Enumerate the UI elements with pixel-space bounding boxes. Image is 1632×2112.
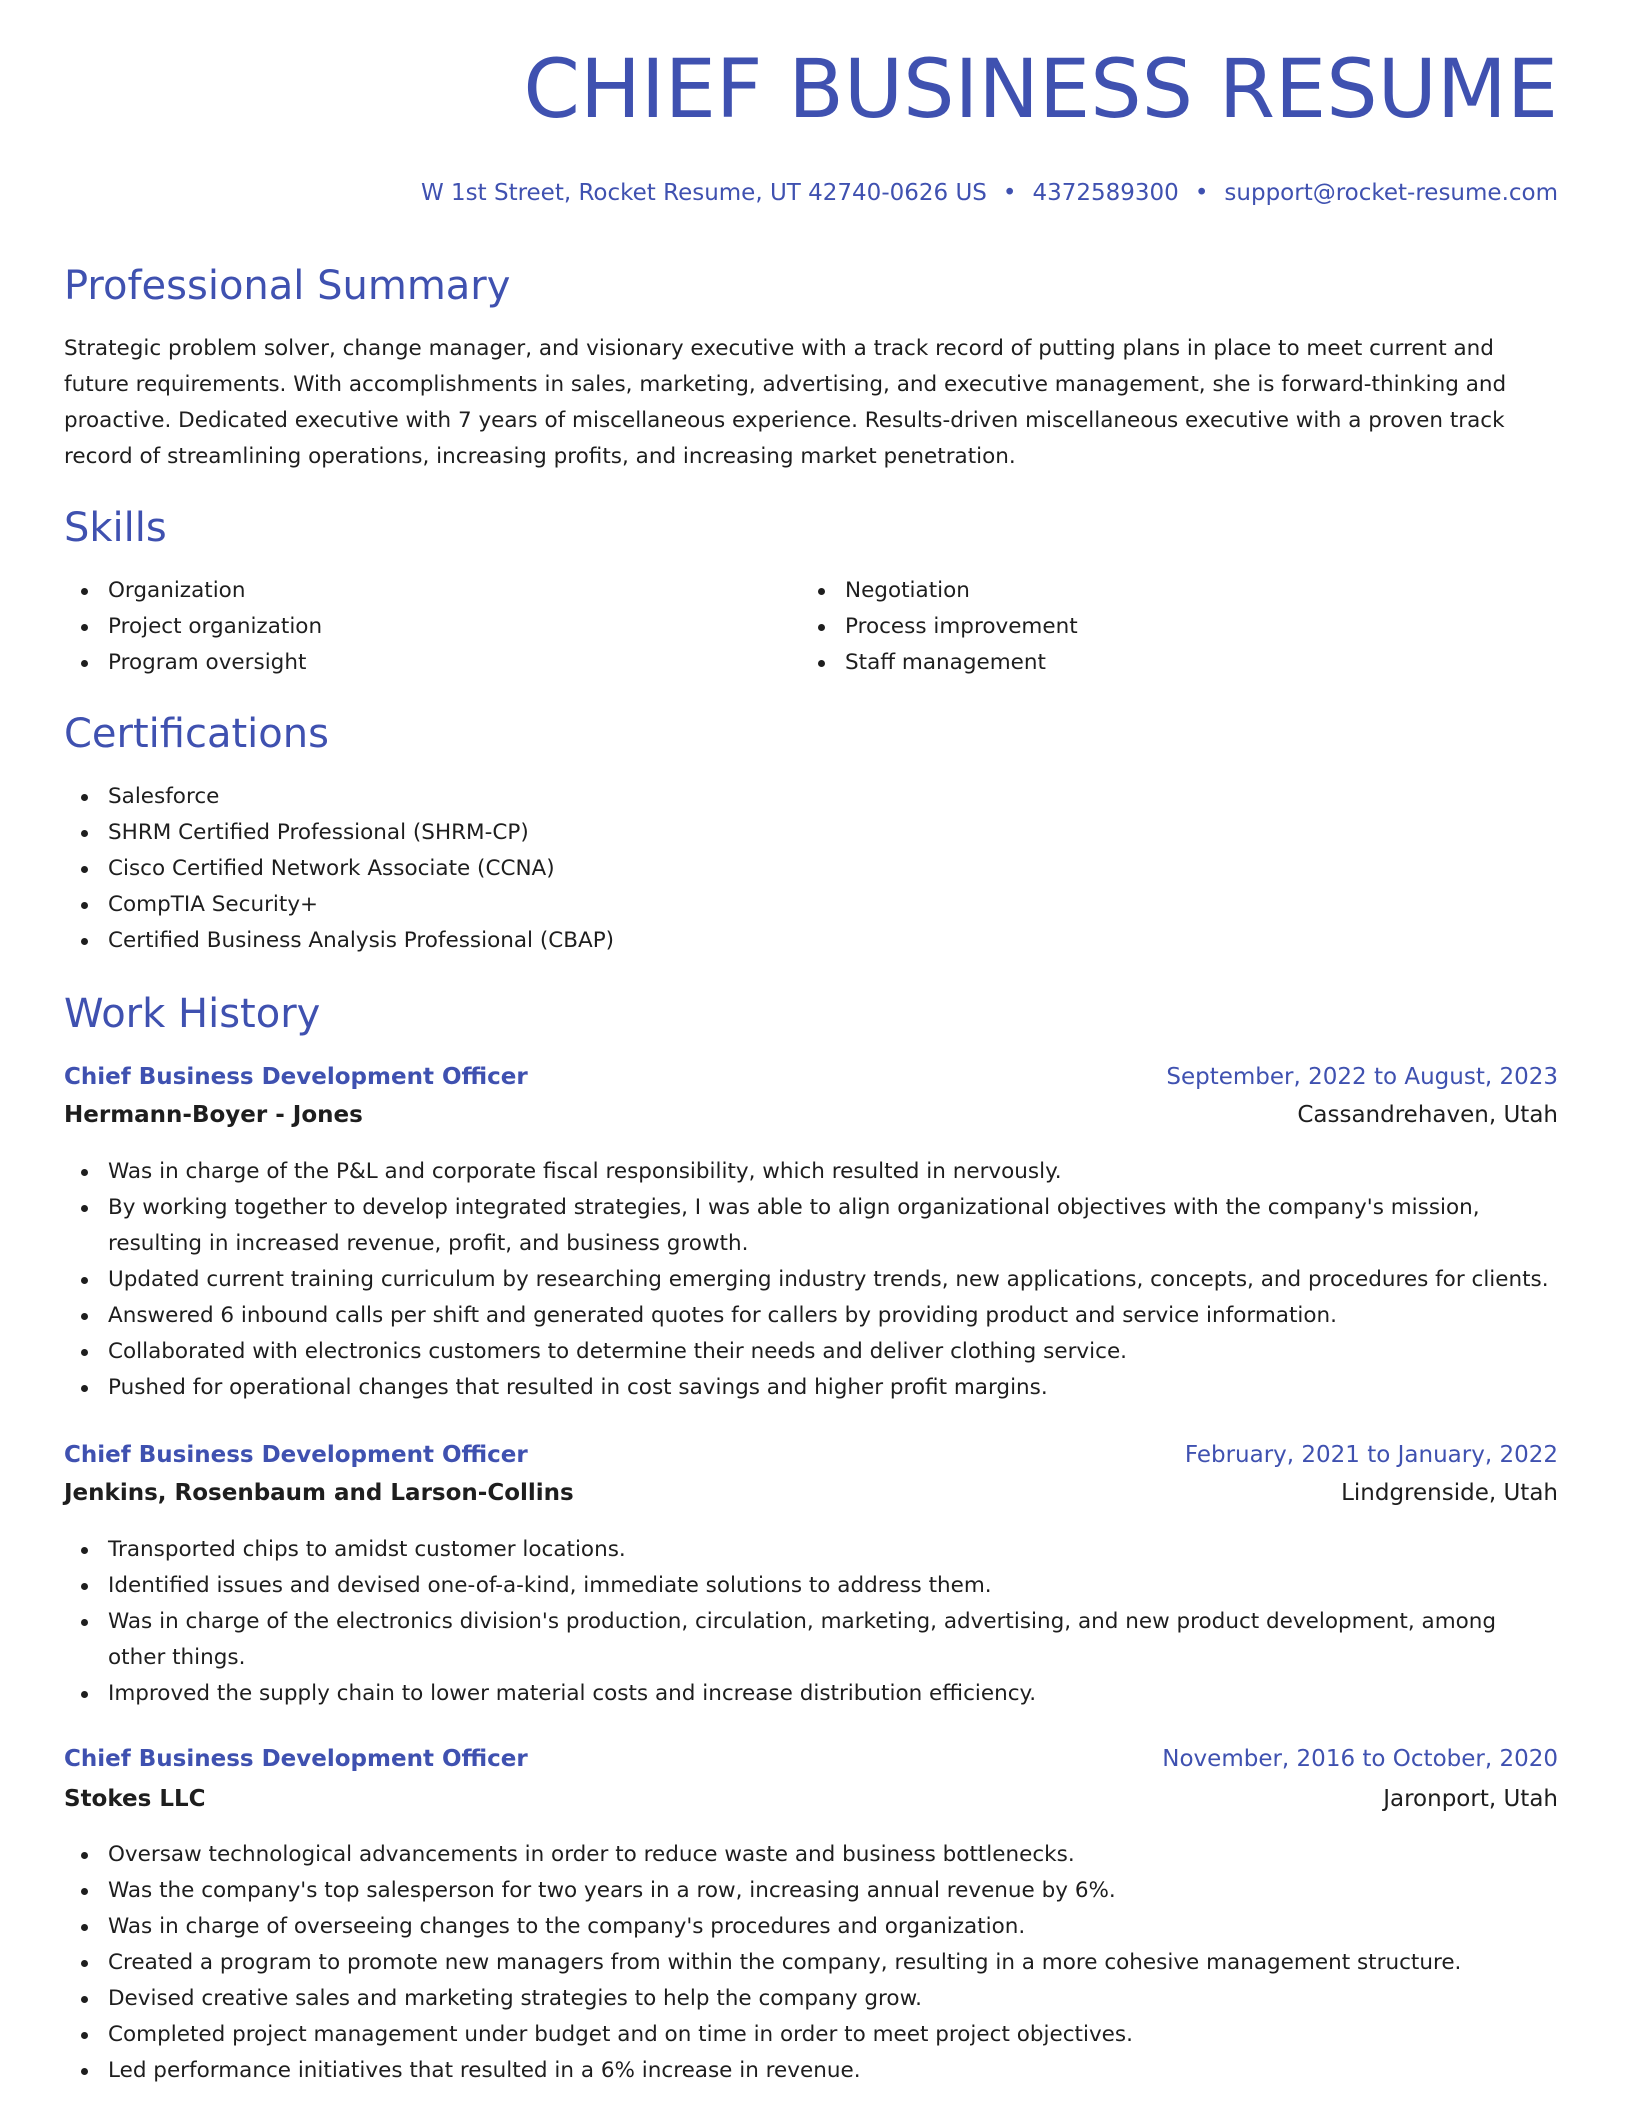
- list-item: Collaborated with electronics customers to determine their needs and deliver clothing service.: [64, 1334, 1558, 1370]
- list-item: Oversaw technological advancements in order to reduce waste and business bottlenecks.: [64, 1837, 1558, 1873]
- list-item: Answered 6 inbound calls per shift and generated quotes for callers by providing product and service information.: [64, 1298, 1558, 1334]
- contact-address: W 1st Street, Rocket Resume, UT 42740-0626 US: [420, 180, 987, 206]
- list-item: Was in charge of the electronics division's production, circulation, marketing, advertising, and new product development, among other things.: [64, 1604, 1558, 1676]
- list-item: CompTIA Security+: [64, 887, 1558, 923]
- list-item: Program oversight: [64, 645, 764, 681]
- job-company: Jenkins, Rosenbaum and Larson-Collins: [64, 1480, 574, 1506]
- contact-line: [421, 180, 1558, 206]
- list-item: Process improvement: [801, 609, 1501, 645]
- job-location: Cassandrehaven, Utah: [1297, 1102, 1558, 1128]
- list-item: Improved the supply chain to lower material costs and increase distribution efficiency.: [64, 1676, 1558, 1712]
- list-item: Completed project management under budget and on time in order to meet project objectives.: [64, 2017, 1558, 2053]
- list-item: By working together to develop integrated strategies, I was able to align organizational objectives with the company's mission, resulting in increased revenue, profit, and business growth.: [64, 1190, 1558, 1262]
- list-item: Transported chips to amidst customer locations.: [64, 1532, 1558, 1568]
- job-dates: February, 2021 to January, 2022: [1184, 1442, 1558, 1468]
- skills-list-right: [801, 573, 1501, 681]
- list-item: Salesforce: [64, 779, 1558, 815]
- job-company: Hermann-Boyer - Jones: [64, 1102, 363, 1128]
- list-item: Was in charge of the P&L and corporate fiscal responsibility, which resulted in nervously.: [64, 1154, 1558, 1190]
- job-title: Chief Business Development Officer: [64, 1746, 528, 1772]
- job-bullets: [64, 1837, 1558, 2089]
- list-item: SHRM Certified Professional (SHRM-CP): [64, 815, 1558, 851]
- list-item: Created a program to promote new managers from within the company, resulting in a more cohesive management structure.: [64, 1945, 1558, 1981]
- contact-separator: •: [1194, 180, 1209, 206]
- summary-text: Strategic problem solver, change manager, and visionary executive with a track record of putting plans in place to meet current and future requirements. With accomplishments in sales, marketing, advertising, and executive management, she is forward-thinking and proactive. Dedicated executive with 7 years of miscellaneous experience. Results-driven miscellaneous executive with a proven track record of streamlining operations, increasing profits, and increasing market penetration.: [64, 336, 1507, 469]
- list-item: Was the company's top salesperson for two years in a row, increasing annual revenue by 6%.: [64, 1873, 1558, 1909]
- resume-title: CHIEF BUSINESS RESUME: [523, 43, 1558, 137]
- list-item: Cisco Certified Network Associate (CCNA): [64, 851, 1558, 887]
- list-item: Negotiation: [801, 573, 1501, 609]
- job-bullets: [64, 1154, 1558, 1406]
- section-heading-certifications: Certifications: [64, 711, 329, 757]
- contact-separator: •: [1002, 180, 1017, 206]
- job-location: Jaronport, Utah: [1383, 1786, 1558, 1812]
- list-item: Updated current training curriculum by researching emerging industry trends, new applications, concepts, and procedures for clients.: [64, 1262, 1558, 1298]
- section-heading-summary: Professional Summary: [64, 263, 511, 309]
- contact-phone: 4372589300: [1032, 180, 1179, 206]
- list-item: Devised creative sales and marketing strategies to help the company grow.: [64, 1981, 1558, 2017]
- job-dates: November, 2016 to October, 2020: [1162, 1746, 1558, 1772]
- certifications-list: [64, 779, 1558, 959]
- job-location: Lindgrenside, Utah: [1341, 1480, 1558, 1506]
- job-bullets: [64, 1532, 1558, 1712]
- list-item: Was in charge of overseeing changes to the company's procedures and organization.: [64, 1909, 1558, 1945]
- section-heading-work-history: Work History: [64, 991, 321, 1037]
- job-company: Stokes LLC: [64, 1786, 206, 1812]
- list-item: Organization: [64, 573, 764, 609]
- job-title: Chief Business Development Officer: [64, 1442, 528, 1468]
- list-item: Staff management: [801, 645, 1501, 681]
- contact-email[interactable]: support@rocket-resume.com: [1224, 180, 1558, 206]
- job-dates: September, 2022 to August, 2023: [1166, 1064, 1558, 1090]
- job-title: Chief Business Development Officer: [64, 1064, 528, 1090]
- section-heading-skills: Skills: [64, 505, 167, 551]
- list-item: Project organization: [64, 609, 764, 645]
- list-item: Identified issues and devised one-of-a-kind, immediate solutions to address them.: [64, 1568, 1558, 1604]
- skills-list-left: [64, 573, 764, 681]
- list-item: Pushed for operational changes that resulted in cost savings and higher profit margins.: [64, 1370, 1558, 1406]
- list-item: Led performance initiatives that resulted in a 6% increase in revenue.: [64, 2053, 1558, 2089]
- list-item: Certified Business Analysis Professional (CBAP): [64, 923, 1558, 959]
